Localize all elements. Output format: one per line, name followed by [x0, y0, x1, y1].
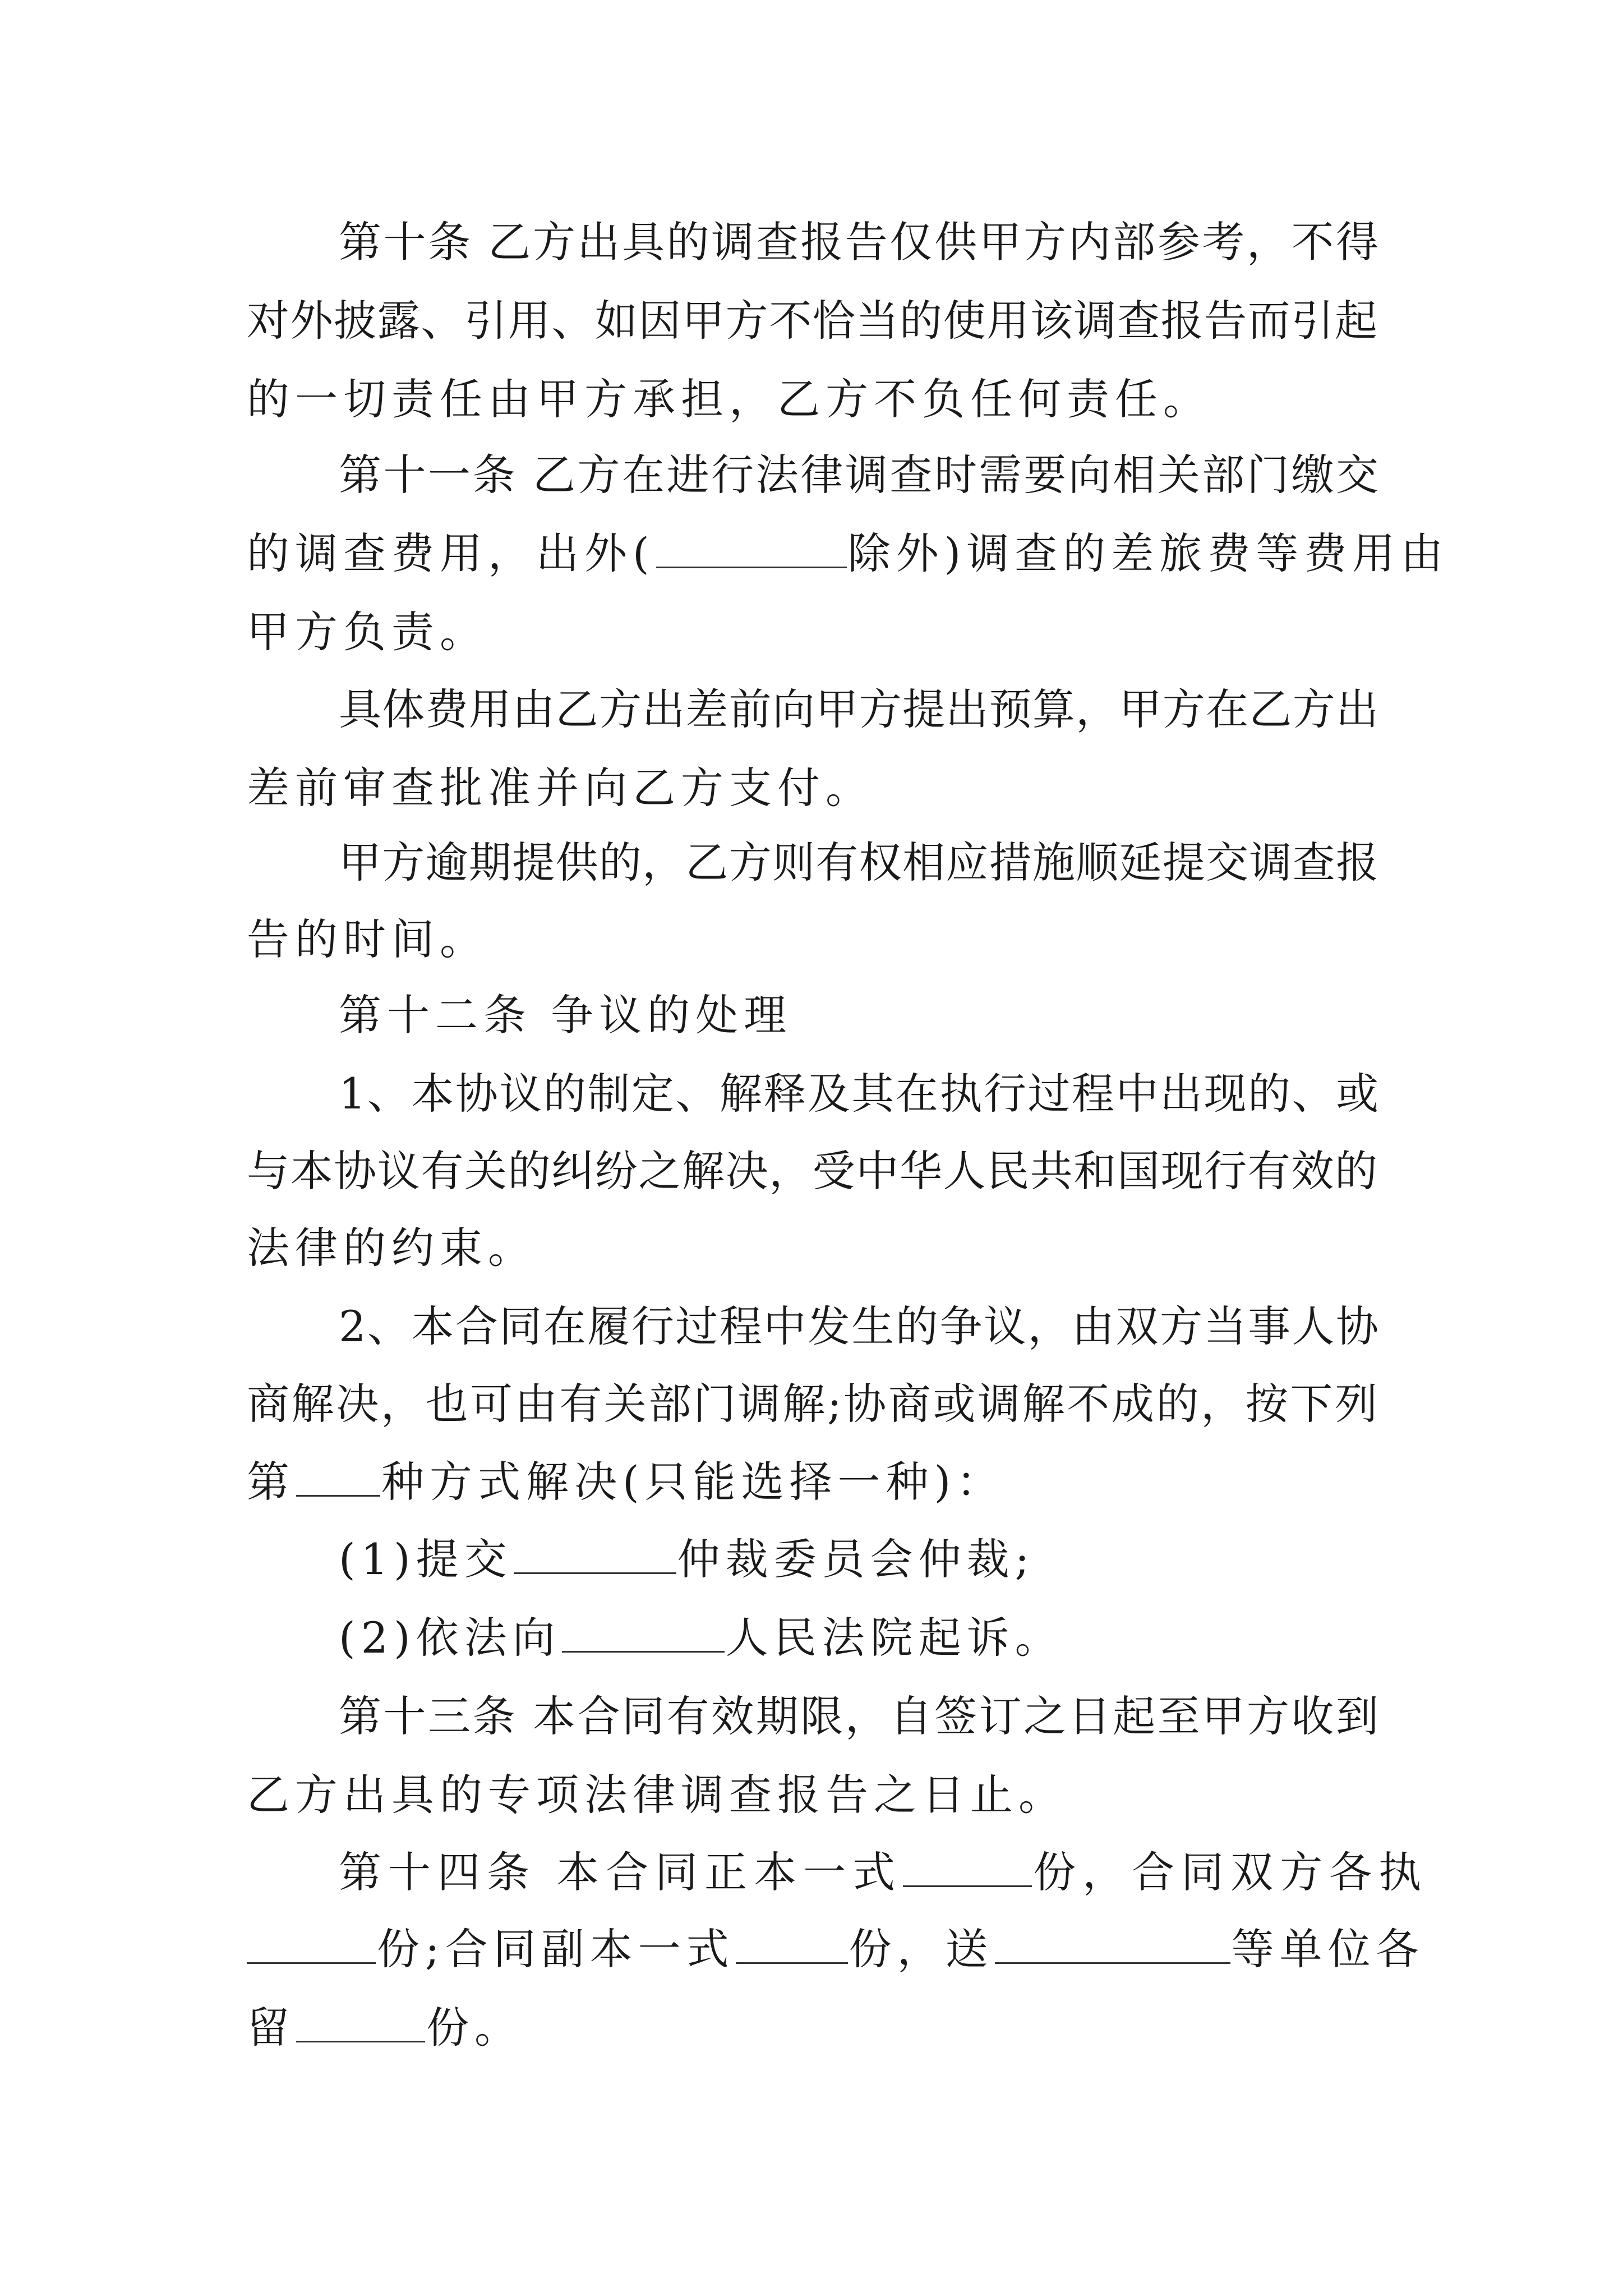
text-run: 份，送: [849, 1924, 994, 1974]
doc-line: [339, 668, 1378, 752]
doc-line: [247, 590, 488, 674]
text-run: 商解决，也可由有关部门调解;协商或调解不成的，按下列: [247, 1379, 1377, 1429]
doc-line: [339, 1052, 1378, 1136]
doc-line: [247, 746, 874, 830]
doc-line: [339, 1285, 1378, 1369]
text-run: 仲裁委员会仲裁;: [677, 1534, 1035, 1584]
text-run: 等单位各: [1231, 1924, 1424, 1974]
text-run: 对外披露、引用、如因甲方不恰当的使用该调查报告而引起: [247, 296, 1377, 346]
text-run: 具体费用由乙方出差前向甲方提出预算，甲方在乙方出: [339, 684, 1378, 734]
text-run: 甲方负责。: [247, 607, 488, 657]
text-run: 乙方出具的专项法律调查报告之日止。: [247, 1770, 1067, 1820]
text-run: 留: [247, 2003, 295, 2053]
doc-line: [339, 1596, 1063, 1680]
doc-line: [247, 512, 1449, 596]
doc-line: [339, 1830, 1428, 1915]
text-run: 第十条 乙方出具的调查报告仅供甲方内部参考，不得: [339, 217, 1378, 267]
fill-in-blank[interactable]: [736, 1929, 848, 1964]
doc-line: [339, 200, 1378, 284]
doc-line: [247, 279, 1377, 363]
doc-line: [339, 821, 1378, 905]
doc-line: [339, 1674, 1378, 1759]
text-run: 1、本协议的制定、解释及其在执行过程中出现的、或: [339, 1069, 1378, 1119]
text-run: 种方式解决(只能选择一种)：: [381, 1457, 1005, 1507]
doc-line: [339, 433, 1378, 517]
doc-line: [247, 1206, 536, 1290]
text-run: 第十四条 本合同正本一式: [339, 1847, 902, 1897]
text-run: 份;合同副本一式: [377, 1924, 735, 1974]
text-run: 第十一条 乙方在进行法律调查时需要向相关部门缴交: [339, 450, 1378, 500]
fill-in-blank[interactable]: [296, 2007, 425, 2042]
text-run: (1)提交: [339, 1534, 513, 1584]
text-run: 法律的约束。: [247, 1223, 536, 1273]
doc-line: [247, 1753, 1067, 1837]
fill-in-blank[interactable]: [247, 1929, 376, 1964]
fill-in-blank[interactable]: [903, 1852, 1032, 1887]
text-run: 份，合同双方各执: [1033, 1847, 1428, 1897]
doc-line: [247, 1362, 1377, 1446]
fill-in-blank[interactable]: [995, 1929, 1230, 1964]
text-run: 份。: [426, 2003, 523, 2053]
section-heading: [339, 973, 792, 1057]
fill-in-blank[interactable]: [296, 1461, 380, 1497]
doc-line: [247, 1129, 1377, 1213]
doc-line: [247, 1907, 1424, 1991]
text-run: 除外)调查的差旅费等费用由: [847, 528, 1449, 578]
doc-line: [247, 1440, 1004, 1524]
text-run: 第十三条 本合同有效期限，自签订之日起至甲方收到: [339, 1691, 1378, 1741]
text-run: 告的时间。: [247, 914, 488, 964]
doc-line: [247, 898, 488, 982]
text-run: 2、本合同在履行过程中发生的争议，由双方当事人协: [339, 1301, 1378, 1351]
text-run: 甲方逾期提供的，乙方则有权相应措施顺延提交调查报: [339, 838, 1378, 887]
doc-line: [339, 1517, 1035, 1602]
text-run: 与本协议有关的纠纷之解决，受中华人民共和国现行有效的: [247, 1146, 1377, 1196]
text-run: 的调查费用，出外(: [247, 528, 655, 578]
text-run: 第: [247, 1457, 295, 1507]
fill-in-blank[interactable]: [514, 1539, 676, 1574]
doc-line: [247, 357, 1211, 441]
text-run: (2)依法向: [339, 1613, 561, 1663]
text-run: 的一切责任由甲方承担，乙方不负任何责任。: [247, 374, 1211, 424]
text-run: 人民法院起诉。: [725, 1613, 1063, 1663]
doc-line: [247, 1986, 523, 2070]
fill-in-blank[interactable]: [656, 533, 847, 568]
fill-in-blank[interactable]: [562, 1617, 725, 1653]
text-run: 差前审查批准并向乙方支付。: [247, 763, 874, 813]
text-run: 第十二条 争议的处理: [339, 990, 792, 1040]
